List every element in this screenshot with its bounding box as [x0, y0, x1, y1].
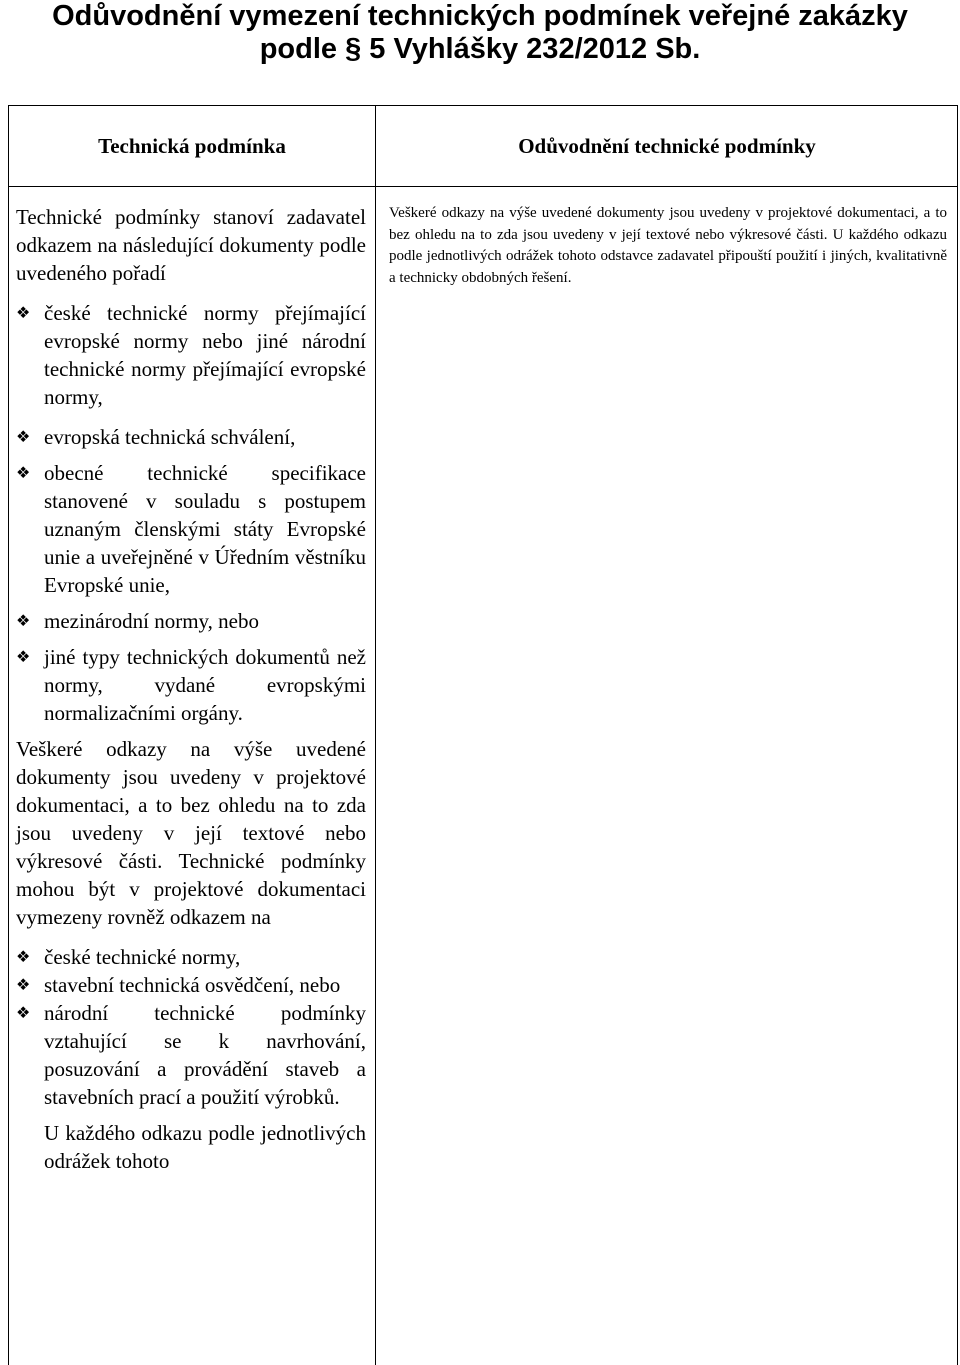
table-header-divider — [8, 186, 958, 187]
header-justification: Odůvodnění technické podmínky — [518, 133, 816, 158]
diamond-bullet-icon: ❖ — [16, 611, 31, 630]
list-item — [16, 299, 366, 411]
diamond-bullet-icon: ❖ — [16, 947, 31, 966]
diamond-bullet-icon: ❖ — [16, 975, 31, 994]
list-item-text: evropská technická schválení, — [44, 425, 296, 449]
list-item-text: stavební technická osvědčení, nebo — [44, 973, 341, 997]
list-item-text: jiné typy technických dokumentů než normy, vydané evropskými normalizačními orgány. — [44, 645, 366, 725]
list-item-text: české technické normy, — [44, 945, 241, 969]
justification-paragraph: Veškeré odkazy na výše uvedené dokumenty jsou uvedeny v projektové dokumentaci, a to bez ohledu na to zda jsou uvedeny v její textové nebo výkresové části. U každého odkazu podle jednotlivých odrážek tohoto odstavce zadavatel připouští použití i jiných, kvalitativně a technicky obdobných řešení. — [389, 205, 947, 286]
right-column-content — [389, 203, 947, 289]
list-item — [16, 971, 366, 999]
list-item — [16, 999, 366, 1111]
list-item — [16, 423, 366, 451]
list-item-text: národní technické podmínky vztahující se k navrhování, posuzování a provádění staveb a stavebních prací a použití výrobků. — [44, 1001, 366, 1109]
document-title-line-2: podle § 5 Vyhlášky 232/2012 Sb. — [259, 33, 701, 65]
list-item-text: mezinárodní normy, nebo — [44, 609, 259, 633]
diamond-bullet-icon: ❖ — [16, 427, 31, 446]
references-paragraph-text: Veškeré odkazy na výše uvedené dokumenty jsou uvedeny v projektové dokumentaci, a to bez ohledu na to zda jsou uvedeny v její textové nebo výkresové části. Technické podmínky mohou být v projektové dokumentaci vymezeny rovněž odkazem na — [16, 737, 366, 929]
references-paragraph — [16, 735, 366, 931]
list-item-text: české technické normy přejímající evropské normy nebo jiné národní technické normy přejímající evropské normy, — [44, 301, 366, 409]
left-column-content — [16, 203, 366, 1175]
document-title — [0, 0, 960, 66]
list-item — [16, 943, 366, 971]
diamond-bullet-icon: ❖ — [16, 1003, 31, 1022]
diamond-bullet-icon: ❖ — [16, 647, 31, 666]
diamond-bullet-icon: ❖ — [16, 303, 31, 322]
document-title-line-1: Odůvodnění vymezení technických podmínek veřejné zakázky — [52, 0, 908, 32]
diamond-bullet-icon: ❖ — [16, 463, 31, 482]
closing-paragraph: U každého odkazu podle jednotlivých odrážek tohoto — [44, 1121, 366, 1173]
list-item — [16, 607, 366, 635]
list-item — [16, 459, 366, 599]
table-column-divider — [375, 105, 376, 1365]
list-item — [16, 643, 366, 727]
list-item-text: obecné technické specifikace stanovené v souladu s postupem uznaným členskými státy Evropské unie a uveřejněné v Úředním věstníku Evropské unie, — [44, 461, 366, 597]
intro-paragraph: Technické podmínky stanoví zadavatel odkazem na následující dokumenty podle uvedeného pořadí — [16, 205, 366, 285]
header-technical-condition: Technická podmínka — [98, 133, 286, 158]
